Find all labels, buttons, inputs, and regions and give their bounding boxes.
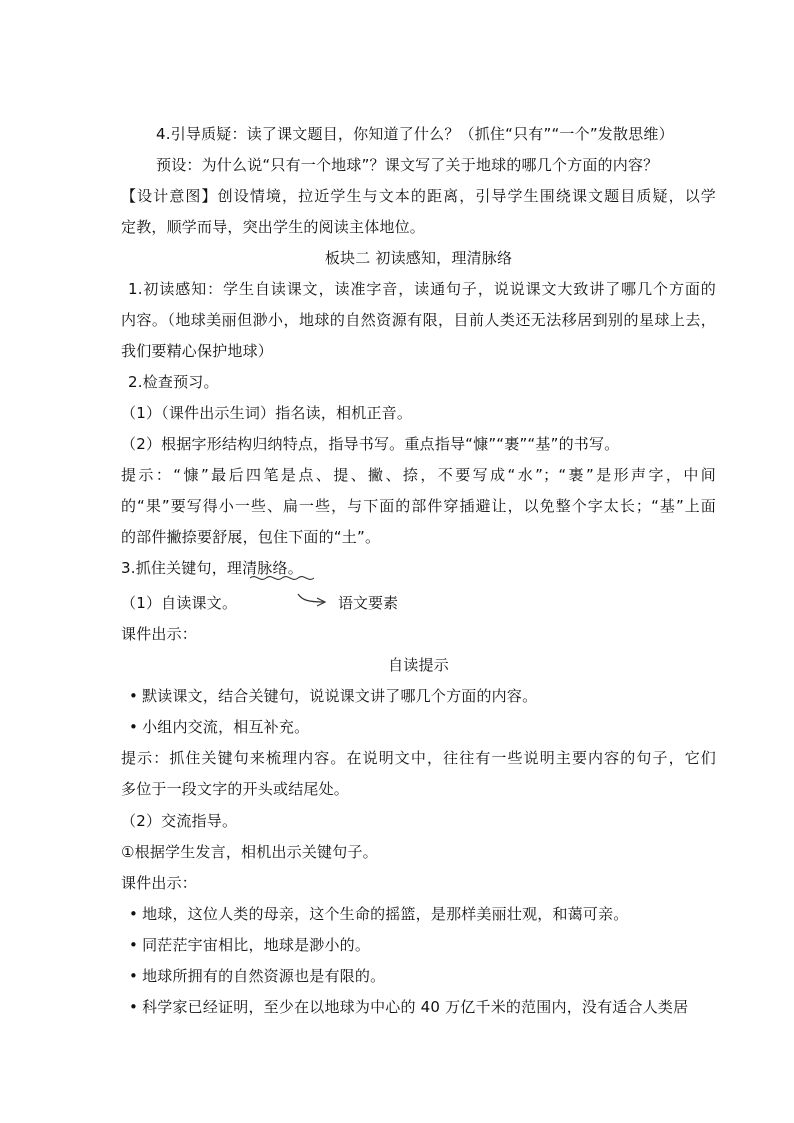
paragraph-line: 提示：“慷”最后四笔是点、提、撇、捺，不要写成“水”；“裹”是形声字，中间 [121, 466, 716, 484]
bullet-item [129, 904, 628, 924]
paragraph-line: （1）自读课文。 [121, 594, 238, 612]
paragraph-line: 我们要精心保护地球） [121, 342, 274, 360]
bullet-icon: • [129, 687, 139, 705]
paragraph-line: ①根据学生发言，相机出示关键句子。 [121, 843, 378, 861]
paragraph-line: 提示：抓住关键句来梳理内容。在说明文中，往往有一些说明主要内容的句子，它们 [121, 749, 716, 767]
bullet-icon: • [129, 967, 139, 985]
bullet-text: 小组内交流，相互补充。 [142, 718, 310, 736]
bullet-icon: • [129, 905, 139, 923]
paragraph-line: （2）交流指导。 [121, 812, 238, 830]
paragraph-line: 课件出示： [121, 874, 198, 892]
paragraph-line: 定教，顺学而导，突出学生的阅读主体地位。 [121, 218, 426, 236]
paragraph-line: 2.检查预习。 [128, 373, 219, 391]
paragraph-line: 多位于一段文字的开头或结尾处。 [121, 780, 350, 798]
paragraph-line: 的部件撇捺要舒展，包住下面的“土”。 [121, 528, 381, 546]
paragraph-line: （2）根据字形结构归纳特点，指导书写。重点指导“慷”“裹”“基”的书写。 [121, 435, 620, 453]
paragraph-line: 预设：为什么说“只有一个地球”？课文写了关于地球的哪几个方面的内容？ [156, 156, 659, 174]
bullet-text: 同茫茫宇宙相比，地球是渺小的。 [142, 936, 371, 954]
paragraph-line: 4.引导质疑：读了课文题目，你知道了什么？（抓住“只有”“一个”发散思维） [156, 125, 674, 143]
bullet-item [129, 966, 385, 986]
bullet-item [129, 717, 309, 737]
bullet-icon: • [129, 998, 139, 1016]
paragraph-line: （1）（课件出示生词）指名读，相机正音。 [121, 404, 413, 422]
bullet-text: 科学家已经证明，至少在以地球为中心的 40 万亿千米的范围内，没有适合人类居 [142, 998, 689, 1016]
bullet-icon: • [129, 936, 139, 954]
bullet-item [129, 997, 688, 1017]
paragraph-line: 的“果”要写得小一些、扁一些，与下面的部件穿插避让，以免整个字太长；“基”上面 [121, 497, 716, 515]
bullet-item [129, 935, 370, 955]
bullet-text: 默读课文，结合关键句，说说课文讲了哪几个方面的内容。 [142, 687, 538, 705]
paragraph-line: 【设计意图】创设情境，拉近学生与文本的距离，引导学生围绕课文题目质疑，以学 [121, 187, 716, 205]
section-heading: 板块二 初读感知，理清脉络 [324, 249, 513, 267]
bullet-item [129, 686, 537, 706]
paragraph-line: 1.初读感知：学生自读课文，读准字音，读通句子，说说课文大致讲了哪几个方面的 [128, 280, 716, 298]
bullet-text: 地球所拥有的自然资源也是有限的。 [142, 967, 386, 985]
paragraph-line: 内容。（地球美丽但渺小，地球的自然资源有限，目前人类还无法移居到别的星球上去， [121, 311, 716, 329]
bullet-icon: • [129, 718, 139, 736]
annotation-label: 语文要素 [338, 594, 399, 612]
paragraph-line: 3.抓住关键句，理清脉络。 [121, 559, 303, 577]
box-heading: 自读提示 [388, 656, 449, 674]
bullet-text: 地球，这位人类的母亲，这个生命的摇篮，是那样美丽壮观，和蔼可亲。 [142, 905, 629, 923]
paragraph-line: 课件出示： [121, 625, 198, 643]
